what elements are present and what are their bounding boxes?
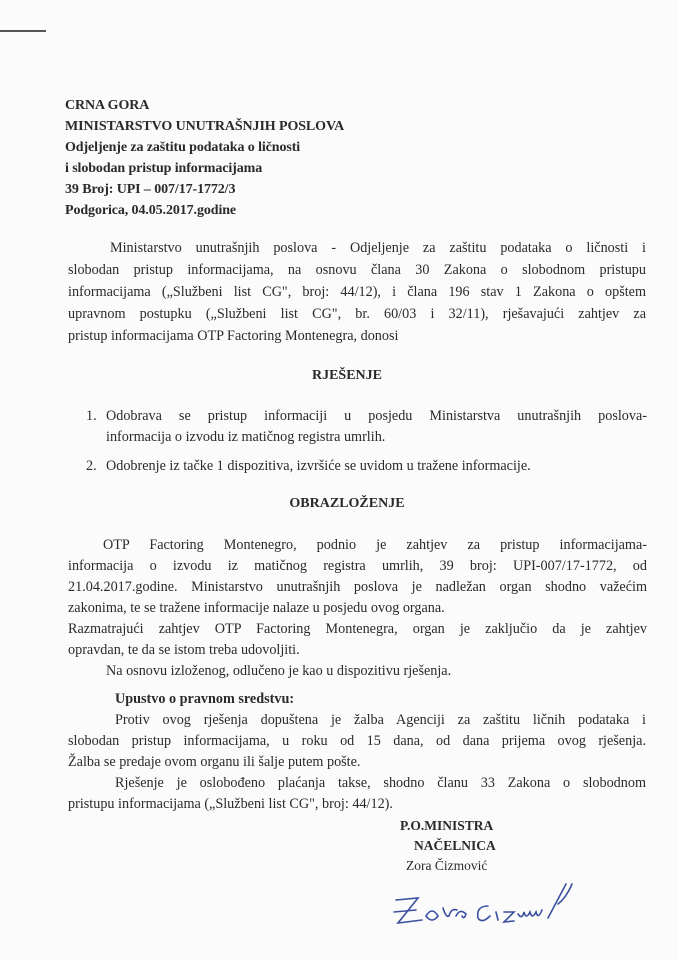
text-line: informacijama („Službeni list CG", broj: 44/12), i člana 196 stav 1 Zakona o opštem	[68, 284, 646, 300]
remedy-title: Upustvo o pravnom sredstvu:	[115, 691, 295, 707]
text-line: pristupu informacijama („Službeni list CG", broj: 44/12).	[68, 796, 393, 812]
text-line: OTP Factoring Montenegro, podnio je zahtjev za pristup informacijama-	[103, 537, 647, 553]
ministry: MINISTARSTVO UNUTRAŠNJIH POSLOVA	[65, 119, 345, 134]
country: CRNA GORA	[65, 98, 150, 113]
decision-title: RJEŠENJE	[311, 368, 383, 383]
reference-number: 39 Broj: UPI – 007/17-1772/3	[65, 182, 236, 197]
text-line: informacija o izvodu iz matičnog registra umrlih.	[106, 429, 386, 445]
signatory-name: Zora Čizmović	[406, 858, 488, 873]
signatory-role: P.O.MINISTRA	[400, 818, 494, 833]
text-line: upravnom postupku („Službeni list CG", br. 60/03 i 32/11), rješavajući zahtjev za	[68, 306, 646, 322]
text-line: pristup informacijama OTP Factoring Montenegra, donosi	[68, 328, 399, 344]
letterhead	[65, 95, 344, 221]
text-line: Žalba se predaje ovom organu ili šalje putem pošte.	[68, 754, 361, 770]
text-line: 21.04.2017.godine. Ministarstvo unutrašnjih poslova je nadležan organ shodno važećim	[68, 579, 647, 595]
text-line: Odobrava se pristup informaciji u posjedu Ministarstva unutrašnjih poslova-	[106, 408, 647, 424]
text-line: informacija o izvodu iz matičnog registra umrlih, 39 broj: UPI-007/17-1772, od	[68, 558, 647, 574]
text-line: slobodan pristup informacijama, u roku od 15 dana, od dana prijema ovog rješenja.	[68, 733, 646, 749]
text-line: Rješenje je oslobođeno plaćanja takse, shodno članu 33 Zakona o slobodnom	[115, 775, 646, 791]
signatory-title: NAČELNICA	[414, 838, 496, 853]
item-number: 2.	[86, 458, 97, 474]
text-line: Razmatrajući zahtjev OTP Factoring Montenegra, organ je zaključio da je zahtjev	[68, 621, 647, 637]
text-line: Protiv ovog rješenja dopuštena je žalba Agenciji za zaštitu ličnih podataka i	[115, 712, 646, 728]
department-cont: i slobodan pristup informacijama	[65, 161, 263, 176]
item-number: 1.	[86, 408, 97, 424]
text-line: Na osnovu izloženog, odlučeno je kao u dispozitivu rješenja.	[106, 663, 452, 679]
signature-block	[400, 816, 496, 876]
text-line: Ministarstvo unutrašnjih poslova - Odjeljenje za zaštitu podataka o ličnosti i	[110, 240, 646, 256]
handwritten-signature	[388, 878, 588, 933]
place-date: Podgorica, 04.05.2017.godine	[65, 203, 237, 218]
text-line: slobodan pristup informacijama, na osnovu člana 30 Zakona o slobodnom pristupu	[68, 262, 646, 278]
text-line: zakonima, te se tražene informacije nalaze u posjedu ovog organa.	[68, 600, 445, 616]
text-line: opravdan, te da se istom treba udovoljiti.	[68, 642, 300, 658]
reasoning-title: OBRAZLOŽENJE	[289, 496, 405, 511]
text-line: Odobrenje iz tačke 1 dispozitiva, izvršiće se uvidom u tražene informacije.	[106, 458, 531, 474]
department: Odjeljenje za zaštitu podataka o ličnosti	[65, 140, 301, 155]
scan-mark	[0, 30, 46, 32]
